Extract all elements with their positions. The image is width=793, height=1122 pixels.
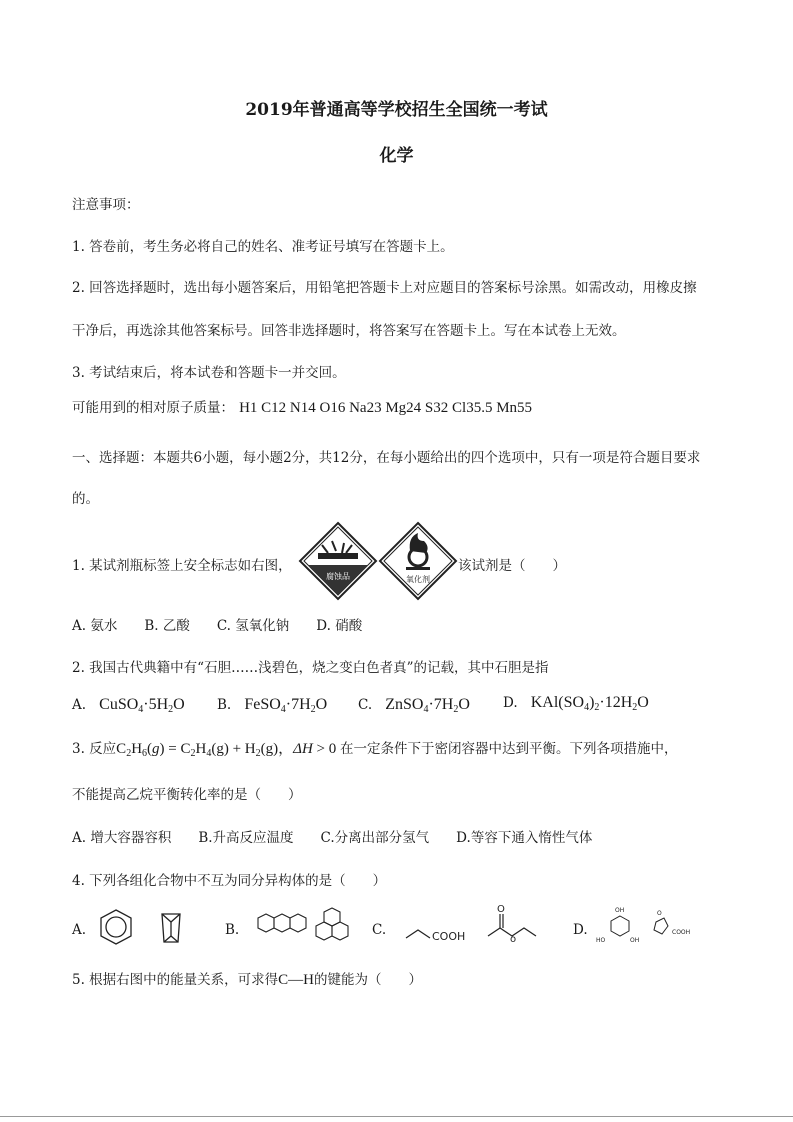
anthracene-icon [258,914,306,932]
phenalene-icon [316,908,348,940]
q4-label-c: C. [372,922,387,938]
q1-options: A. 氨水 B. 乙酸 C. 氢氧化钠 D. 硝酸 [72,618,363,634]
phloroglucinol-icon [596,907,639,944]
q3-stem [72,737,678,759]
sign1-label: 腐蚀品 [326,572,350,581]
q4-label-d: D. [573,922,588,938]
q4-stem: 4. 下列各组化合物中不互为同分异构体的是（ ） [72,873,387,889]
formula-d: $KAl(SO_4)_2\cdot 12H_2O$ [530,694,649,713]
structure-c [400,902,550,946]
note-item-2-cont: 干净后，再选涂其他答案标号。回答非选择题时，将答案写在答题卡上。写在本试卷上无效。 [72,323,626,339]
q3-question: 不能提高乙烷平衡转化率的是（ ） [72,787,302,803]
structure-a [96,906,206,950]
page-bottom-rule [0,1116,793,1117]
atomic-mass-line [72,396,532,417]
struct-d-oh1: OH [615,907,625,914]
struct-c2-o: O [497,904,505,915]
q5-bond: C—H [278,972,315,988]
q2-label-b: B. [217,697,232,713]
q4-label-a: A. [72,922,87,938]
q5-stem-start: 5. 根据右图中的能量关系，可求得 [72,972,279,988]
formula-a: $CuSO_4\cdot 5H_2O$ [99,696,185,715]
oxidizer-sign-icon [380,523,456,599]
atomic-mass-label: 可能用到的相对原子质量： [72,400,234,416]
prismane-icon [162,914,180,942]
q2-option-a [72,694,185,715]
q2-label-d: D. [503,695,518,711]
q5-stem-end: 的键能为（ ） [314,972,423,988]
structure-b [244,906,356,946]
propanoic-acid-icon [406,930,465,943]
struct-d-oh2: HO [596,937,606,944]
subject-title: 化学 [379,146,414,166]
q3-number: 3. 反应 [72,741,117,757]
formula-c: $ZnSO_4\cdot 7H_2O$ [385,696,470,715]
q3-options: A. 增大容器容积 B.升高反应温度 C.分离出部分氢气 D.等容下通入惰性气体 [72,830,593,846]
struct-d-o: O [657,910,662,917]
q2-option-d [503,692,649,713]
q3-equation: $C_2H_6(g) = C_2H_4(g) + H_2(g)$，ΔH > 0 [116,741,340,759]
q2-label-c: C. [358,697,373,713]
struct-d-oh3: OH [630,937,640,944]
exam-title: 2019年普通高等学校招生全国统一考试 [245,100,548,120]
q3-condition: 在一定条件下于密闭容器中达到平衡。下列各项措施中， [340,741,678,757]
q5-stem [72,968,422,989]
section1-intro: 一、选择题：本题共6小题，每小题2分，共12分，在每小题给出的四个选项中，只有一项是符合题目要求 [72,450,701,466]
struct-c1-text: COOH [432,930,466,943]
q2-stem: 2. 我国古代典籍中有“石胆……浅碧色，烧之变白色者真”的记载，其中石胆是指 [72,660,549,676]
struct-d-cooh: COOH [672,929,691,936]
q2-option-b [217,694,327,715]
q2-option-c [358,694,470,715]
formula-b: $FeSO_4\cdot 7H_2O$ [244,696,328,715]
section1-intro-cont: 的。 [72,491,99,507]
svg-text:o: o [510,934,517,945]
note-item-2: 2. 回答选择题时，选出每小题答案后，用铅笔把答题卡上对应题目的答案标号涂黑。如需改动，用橡皮擦 [72,280,697,296]
corrosive-sign-icon [300,523,376,599]
methyl-acetate-icon [488,904,536,945]
q2-label-a: A. [72,697,87,713]
q1-stem: 1. 某试剂瓶标签上安全标志如右图， [72,558,292,574]
q4-label-b: B. [225,922,240,938]
note-item-1: 1. 答卷前，考生务必将自己的姓名、准考证号填写在答题卡上。 [72,239,454,255]
atomic-mass-values: H1 C12 N14 O16 Na23 Mg24 S32 Cl35.5 Mn55 [239,400,533,416]
structure-d [590,902,700,948]
cyclopentenone-acid-icon [654,910,690,936]
benzene-icon [101,910,131,944]
notes-heading: 注意事项： [72,197,140,213]
note-item-3: 3. 考试结束后，将本试卷和答题卡一并交回。 [72,365,346,381]
hazard-signs [298,521,458,603]
q1-stem-end: 该试剂是（ ） [458,558,566,574]
sign2-label: 氧化剂 [406,575,430,584]
